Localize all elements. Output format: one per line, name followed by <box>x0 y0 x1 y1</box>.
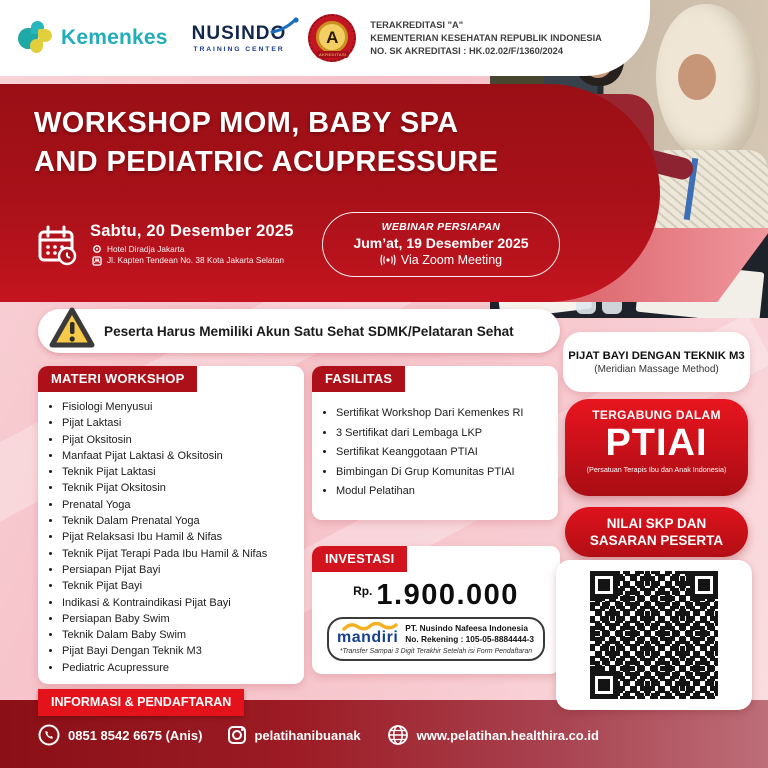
materi-item: • Indikasi & Kontraindikasi Pijat Bayi <box>62 595 304 611</box>
materi-heading: MATERI WORKSHOP <box>38 366 197 392</box>
phone-contact <box>38 724 202 746</box>
nusindo-wordmark: NUSINDO <box>191 23 287 44</box>
qr-finder-pattern <box>590 671 618 699</box>
account-number: No. Rekening : 105-05-8884444-3 <box>405 633 534 644</box>
website-url: www.pelatihan.healthira.co.id <box>416 727 599 743</box>
header-strip <box>0 0 650 76</box>
materi-list <box>62 399 304 676</box>
venue-lines <box>107 244 284 267</box>
phone-number: 0851 8542 6675 (Anis) <box>68 727 203 743</box>
technique-card <box>563 332 750 392</box>
bank-row <box>337 622 535 645</box>
materi-item: • Teknik Pijat Laktasi <box>62 464 304 480</box>
ptiai-org-name: PTIAI <box>605 422 708 464</box>
webinar-pill <box>322 212 560 277</box>
qr-code <box>590 571 718 699</box>
accreditation-line-3: NO. SK AKREDITASI : HK.02.02/F/1360/2024 <box>370 45 564 56</box>
ptiai-label: TERGABUNG DALAM <box>592 408 721 422</box>
title-line-1: WORKSHOP MOM, BABY SPA <box>34 107 459 139</box>
ptiai-membership-card <box>565 399 748 496</box>
fasilitas-item: • 3 Sertifikat dari Lembaga LKP <box>336 424 558 444</box>
website-contact <box>387 724 599 746</box>
instagram-contact <box>228 726 360 744</box>
fasilitas-item: • Sertifikat Workshop Dari Kemenkes RI <box>336 404 558 424</box>
materi-item: • Persiapan Pijat Bayi <box>62 562 304 578</box>
mandiri-logo <box>337 622 398 645</box>
fasilitas-list <box>336 404 558 502</box>
instagram-handle: pelatihanibuanak <box>254 727 361 743</box>
fasilitas-item: • Sertifikat Keanggotaan PTIAI <box>336 443 558 463</box>
nusindo-subtitle: TRAINING CENTER <box>193 46 285 53</box>
accreditation-badge-icon <box>308 14 356 62</box>
materi-item: • Pediatric Acupressure <box>62 660 304 676</box>
ptiai-full-name: (Persatuan Terapis Ibu dan Anak Indonesia) <box>586 465 727 474</box>
venue <box>90 244 302 267</box>
qr-card <box>556 560 752 710</box>
accreditation-line-2: KEMENTERIAN KESEHATAN REPUBLIK INDONESIA <box>370 32 602 43</box>
venue-address: Jl. Kapten Tendean No. 38 Kota Jakarta Selatan <box>107 254 284 265</box>
account-holder: PT. Nusindo Nafeesa Indonesia <box>405 623 528 633</box>
event-details <box>36 212 560 277</box>
page-title <box>34 104 498 182</box>
webinar-platform <box>333 253 549 267</box>
materi-item: • Teknik Pijat Oksitosin <box>62 480 304 496</box>
bank-details <box>405 623 534 645</box>
materi-item: • Pijat Oksitosin <box>62 432 304 448</box>
notice-text: Peserta Harus Memiliki Akun Satu Sehat SDMK/Pelataran Sehat <box>104 323 514 339</box>
webinar-platform-label: Via Zoom Meeting <box>400 253 503 267</box>
price <box>312 579 560 612</box>
hero-banner <box>0 84 660 302</box>
kemenkes-clover-icon <box>18 20 54 56</box>
accreditation-ribbon: AKREDITASI <box>316 51 349 58</box>
fasilitas-item: • Bimbingan Di Grup Komunitas PTIAI <box>336 463 558 483</box>
calendar-icon <box>36 224 78 266</box>
event-date: Sabtu, 20 Desember 2025 <box>90 222 294 240</box>
materi-item: • Manfaat Pijat Laktasi & Oksitosin <box>62 448 304 464</box>
footer-heading: INFORMASI & PENDAFTARAN <box>38 689 244 716</box>
materi-item: • Teknik Dalam Prenatal Yoga <box>62 513 304 529</box>
accreditation-letter: A <box>316 21 348 53</box>
skp-pill <box>565 507 748 557</box>
broadcast-icon <box>380 254 396 266</box>
webinar-label: WEBINAR PERSIAPAN <box>381 221 501 233</box>
fasilitas-card <box>312 366 558 520</box>
qr-finder-pattern <box>690 571 718 599</box>
materi-item: • Teknik Dalam Baby Swim <box>62 627 304 643</box>
globe-icon <box>387 724 409 746</box>
kemenkes-logo <box>18 20 168 56</box>
materi-item: • Pijat Relaksasi Ibu Hamil & Nifas <box>62 529 304 545</box>
technique-subtitle: (Meridian Massage Method) <box>594 363 719 375</box>
price-amount: 1.900.000 <box>376 579 519 611</box>
materi-workshop-card <box>38 366 304 684</box>
fasilitas-heading: FASILITAS <box>312 366 405 392</box>
materi-item: • Teknik Pijat Bayi <box>62 578 304 594</box>
fasilitas-item: • Modul Pelatihan <box>336 482 558 502</box>
photo-person-right-face <box>678 54 716 100</box>
skp-line-1: NILAI SKP DAN <box>606 516 707 531</box>
transfer-note: *Transfer Sampai 3 Digit Terakhir Setelah isi Form Pendaftaran <box>339 648 533 655</box>
investasi-heading: INVESTASI <box>312 546 407 572</box>
phone-icon <box>38 724 60 746</box>
nusindo-swoosh-icon <box>270 17 300 35</box>
qr-finder-pattern <box>590 571 618 599</box>
bank-info-pill <box>327 617 545 661</box>
currency-label: Rp. <box>353 584 373 598</box>
event-info <box>90 222 302 267</box>
webinar-date: Jum’at, 19 Desember 2025 <box>353 235 529 251</box>
materi-item: • Pijat Bayi Dengan Teknik M3 <box>62 643 304 659</box>
materi-item: • Fisiologi Menyusui <box>62 399 304 415</box>
notice-banner <box>38 309 560 353</box>
skp-line-2: SASARAN PESERTA <box>589 532 724 548</box>
accreditation-text <box>370 19 602 58</box>
materi-item: • Pijat Laktasi <box>62 415 304 431</box>
contacts-row <box>38 724 599 746</box>
investasi-card <box>312 546 560 674</box>
title-line-2: AND PEDIATRIC ACUPRESSURE <box>34 146 499 178</box>
kemenkes-wordmark: Kemenkes <box>61 26 168 49</box>
technique-title: PIJAT BAYI DENGAN TEKNIK M3 <box>568 349 745 362</box>
accreditation-line-1: TERAKREDITASI "A" <box>370 19 464 30</box>
nusindo-logo <box>192 23 287 53</box>
instagram-icon <box>228 726 246 744</box>
location-pin-icon <box>92 245 102 267</box>
materi-item: • Persiapan Baby Swim <box>62 611 304 627</box>
materi-item: • Teknik Pijat Terapi Pada Ibu Hamil & Nifas <box>62 546 304 562</box>
materi-item: • Prenatal Yoga <box>62 497 304 513</box>
warning-icon <box>48 304 96 352</box>
bank-name: mandiri <box>337 629 399 646</box>
venue-name: Hotel Diradja Jakarta <box>107 244 185 254</box>
